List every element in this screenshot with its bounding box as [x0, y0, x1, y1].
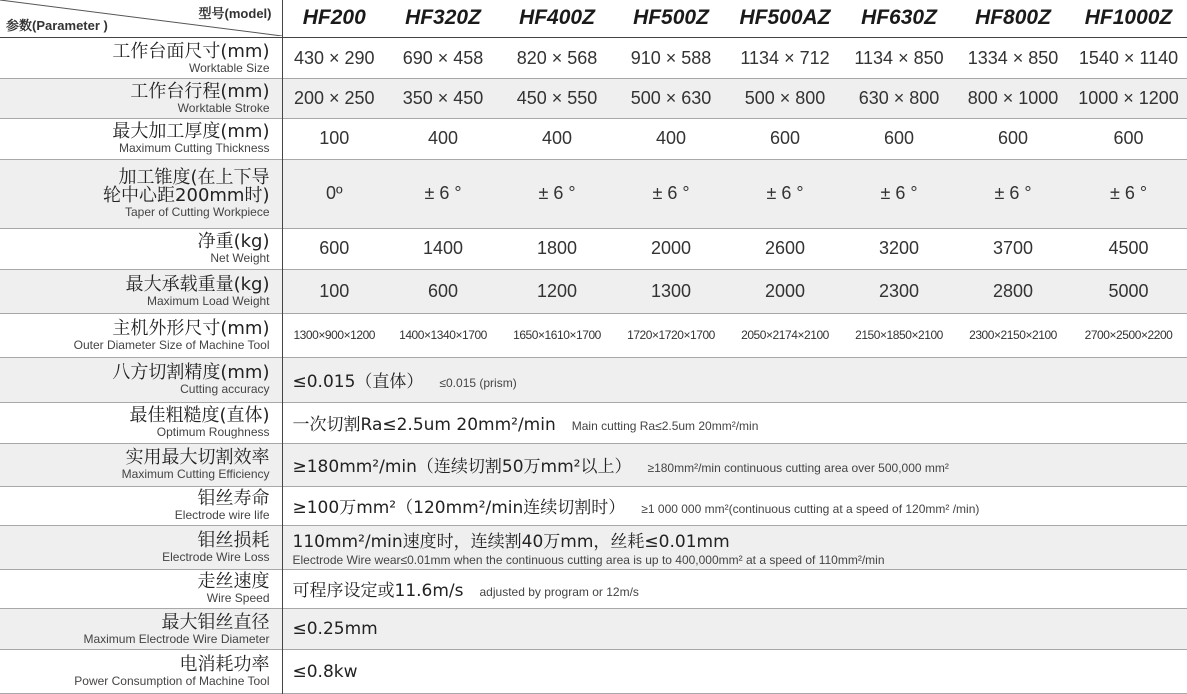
label-zh: 净重(kg) — [197, 231, 270, 253]
spanned-value — [282, 444, 1187, 487]
spanned-value — [282, 358, 1187, 403]
value-cell: 500 × 800 — [728, 79, 842, 118]
value-cell: 2150×1850×2100 — [842, 313, 956, 358]
label-en: Worktable Stroke — [177, 100, 270, 115]
label-zh: 主机外形尺寸(mm) — [112, 317, 270, 339]
value-cell: 400 — [614, 118, 728, 159]
label-zh: 加工锥度(在上下导 — [118, 167, 270, 189]
row-label — [0, 269, 282, 313]
row-label — [0, 486, 282, 525]
value-cell: 100 — [282, 269, 386, 313]
label-en: Wire Speed — [206, 591, 270, 606]
spanned-value — [282, 650, 1187, 694]
value-cell: 600 — [956, 118, 1070, 159]
spec-row-worktable-size — [0, 37, 1187, 78]
value-cell: 2300 — [842, 269, 956, 313]
value-sub: ≥1 000 000 mm²(continuous cutting at a speed of 120mm² /min) — [641, 502, 980, 517]
value-cell: 600 — [842, 118, 956, 159]
model-header: HF1000Z — [1070, 0, 1187, 37]
value-cell: 1334 × 850 — [956, 37, 1070, 78]
value-cell: 1540 × 1140 — [1070, 37, 1187, 78]
row-label — [0, 569, 282, 608]
row-label — [0, 444, 282, 487]
value-cell: 1200 — [500, 269, 614, 313]
spec-row-wire-life — [0, 486, 1187, 525]
value-cell: 2000 — [728, 269, 842, 313]
value-cell: 600 — [1070, 118, 1187, 159]
value-sub: ≤0.015 (prism) — [439, 376, 517, 391]
value-cell: 1650×1610×1700 — [500, 313, 614, 358]
value-cell: ± 6 ° — [500, 160, 614, 228]
header-row — [0, 0, 1187, 37]
row-label — [0, 358, 282, 403]
value-cell: 1800 — [500, 228, 614, 269]
label-zh: 最佳粗糙度(直体) — [129, 405, 270, 427]
spanned-value — [282, 402, 1187, 443]
spec-row-max-load — [0, 269, 1187, 313]
model-header: HF630Z — [842, 0, 956, 37]
value-cell: 350 × 450 — [386, 79, 500, 118]
model-header: HF400Z — [500, 0, 614, 37]
row-label — [0, 525, 282, 569]
label-en: Optimum Roughness — [156, 425, 270, 440]
value-cell: 200 × 250 — [282, 79, 386, 118]
value-cell: 2700×2500×2200 — [1070, 313, 1187, 358]
label-en: Maximum Cutting Thickness — [119, 141, 270, 156]
value-cell: 800 × 1000 — [956, 79, 1070, 118]
label-en: Power Consumption of Machine Tool — [74, 674, 270, 689]
spec-row-taper — [0, 160, 1187, 228]
row-label — [0, 160, 282, 228]
label-en: Maximum Electrode Wire Diameter — [83, 631, 270, 646]
spanned-value — [282, 525, 1187, 569]
value-cell: 3700 — [956, 228, 1070, 269]
value-main: ≥180mm²/min（连续切割50万mm²以上） — [292, 457, 632, 478]
label-zh: 走丝速度 — [197, 571, 270, 593]
model-header: HF200 — [282, 0, 386, 37]
value-cell: 630 × 800 — [842, 79, 956, 118]
value-main: ≤0.25mm — [292, 619, 378, 640]
corner-model-label: 型号(model) — [198, 6, 272, 21]
value-cell: ± 6 ° — [1070, 160, 1187, 228]
spec-row-roughness — [0, 402, 1187, 443]
spanned-value — [282, 608, 1187, 649]
value-cell: 1300 — [614, 269, 728, 313]
value-cell: 1400×1340×1700 — [386, 313, 500, 358]
label-zh: 钼丝寿命 — [197, 488, 270, 510]
value-cell: ± 6 ° — [728, 160, 842, 228]
value-cell: 2600 — [728, 228, 842, 269]
model-header: HF500Z — [614, 0, 728, 37]
value-cell: ± 6 ° — [842, 160, 956, 228]
label-en: Outer Diameter Size of Machine Tool — [73, 337, 270, 352]
value-cell: 430 × 290 — [282, 37, 386, 78]
value-main: ≤0.8kw — [292, 661, 358, 682]
value-cell: 2800 — [956, 269, 1070, 313]
row-label — [0, 228, 282, 269]
label-zh-line2: 轮中心距200mm时) — [103, 185, 270, 207]
spec-row-cutting-efficiency — [0, 444, 1187, 487]
row-label — [0, 402, 282, 443]
value-cell: 500 × 630 — [614, 79, 728, 118]
label-zh: 工作台面尺寸(mm) — [112, 40, 270, 62]
value-cell: ± 6 ° — [956, 160, 1070, 228]
corner-parameter-label: 参数(Parameter ) — [6, 17, 108, 33]
model-header: HF800Z — [956, 0, 1070, 37]
value-cell: 400 — [500, 118, 614, 159]
spec-row-max-thickness — [0, 118, 1187, 159]
value-cell: 2050×2174×2100 — [728, 313, 842, 358]
spec-row-cutting-accuracy — [0, 358, 1187, 403]
header-corner — [0, 0, 282, 37]
value-main: ≥100万mm²（120mm²/min连续切割时） — [292, 498, 626, 519]
value-cell: 0º — [282, 160, 386, 228]
row-label — [0, 118, 282, 159]
value-cell: 600 — [728, 118, 842, 159]
row-label — [0, 650, 282, 694]
value-cell: 1720×1720×1700 — [614, 313, 728, 358]
value-cell: 690 × 458 — [386, 37, 500, 78]
value-sub: adjusted by program or 12m/s — [479, 585, 639, 600]
value-cell: 2000 — [614, 228, 728, 269]
value-cell: 1134 × 712 — [728, 37, 842, 78]
model-header: HF500AZ — [728, 0, 842, 37]
value-sub: ≥180mm²/min continuous cutting area over 500,000 mm² — [647, 461, 949, 476]
value-cell: 600 — [386, 269, 500, 313]
label-zh: 最大钼丝直径 — [161, 611, 270, 633]
spec-row-power — [0, 650, 1187, 694]
spec-row-outer-size — [0, 313, 1187, 358]
row-label — [0, 37, 282, 78]
spec-row-net-weight — [0, 228, 1187, 269]
row-label — [0, 79, 282, 118]
label-en: Worktable Size — [189, 60, 270, 75]
value-sub: Main cutting Ra≤2.5um 20mm²/min — [571, 419, 759, 434]
label-zh: 工作台行程(mm) — [130, 80, 270, 102]
value-cell: 4500 — [1070, 228, 1187, 269]
label-en: Maximum Cutting Efficiency — [121, 467, 270, 482]
value-cell: 600 — [282, 228, 386, 269]
spanned-value — [282, 486, 1187, 525]
label-en: Electrode wire life — [174, 508, 270, 523]
value-cell: 1400 — [386, 228, 500, 269]
label-zh: 实用最大切割效率 — [125, 447, 270, 469]
row-label — [0, 608, 282, 649]
label-zh: 最大承载重量(kg) — [125, 273, 270, 295]
spec-row-worktable-stroke — [0, 79, 1187, 118]
value-main: 可程序设定或11.6m/s — [292, 581, 464, 602]
value-sub: Electrode Wire wear≤0.01mm when the continuous cutting area is up to 400,000mm² at a speed of 110mm²/min — [292, 553, 885, 568]
value-cell: ± 6 ° — [614, 160, 728, 228]
value-cell: 1134 × 850 — [842, 37, 956, 78]
value-cell: 100 — [282, 118, 386, 159]
value-cell: 3200 — [842, 228, 956, 269]
value-main: 一次切割Ra≤2.5um 20mm²/min — [292, 415, 556, 436]
value-cell: 450 × 550 — [500, 79, 614, 118]
model-header: HF320Z — [386, 0, 500, 37]
value-cell: 400 — [386, 118, 500, 159]
label-en: Net Weight — [210, 251, 270, 266]
value-cell: 820 × 568 — [500, 37, 614, 78]
value-main: ≤0.015（直体） — [292, 372, 424, 393]
spec-row-wire-loss — [0, 525, 1187, 569]
label-zh: 电消耗功率 — [179, 654, 270, 676]
value-cell: 1300×900×1200 — [282, 313, 386, 358]
label-en: Maximum Load Weight — [147, 293, 270, 308]
spec-row-wire-speed — [0, 569, 1187, 608]
spec-row-wire-diameter — [0, 608, 1187, 649]
value-cell: 5000 — [1070, 269, 1187, 313]
label-en: Taper of Cutting Workpiece — [124, 205, 270, 220]
label-en: Electrode Wire Loss — [162, 549, 270, 564]
spanned-value — [282, 569, 1187, 608]
value-cell: 2300×2150×2100 — [956, 313, 1070, 358]
value-cell: 1000 × 1200 — [1070, 79, 1187, 118]
label-zh: 八方切割精度(mm) — [112, 362, 270, 384]
row-label — [0, 313, 282, 358]
label-zh: 最大加工厚度(mm) — [112, 121, 270, 143]
label-en: Cutting accuracy — [180, 382, 270, 397]
value-cell: 910 × 588 — [614, 37, 728, 78]
value-cell: ± 6 ° — [386, 160, 500, 228]
label-zh: 钼丝损耗 — [197, 529, 270, 551]
value-main: 110mm²/min速度时，连续割40万mm，丝耗≤0.01mm — [292, 532, 730, 553]
